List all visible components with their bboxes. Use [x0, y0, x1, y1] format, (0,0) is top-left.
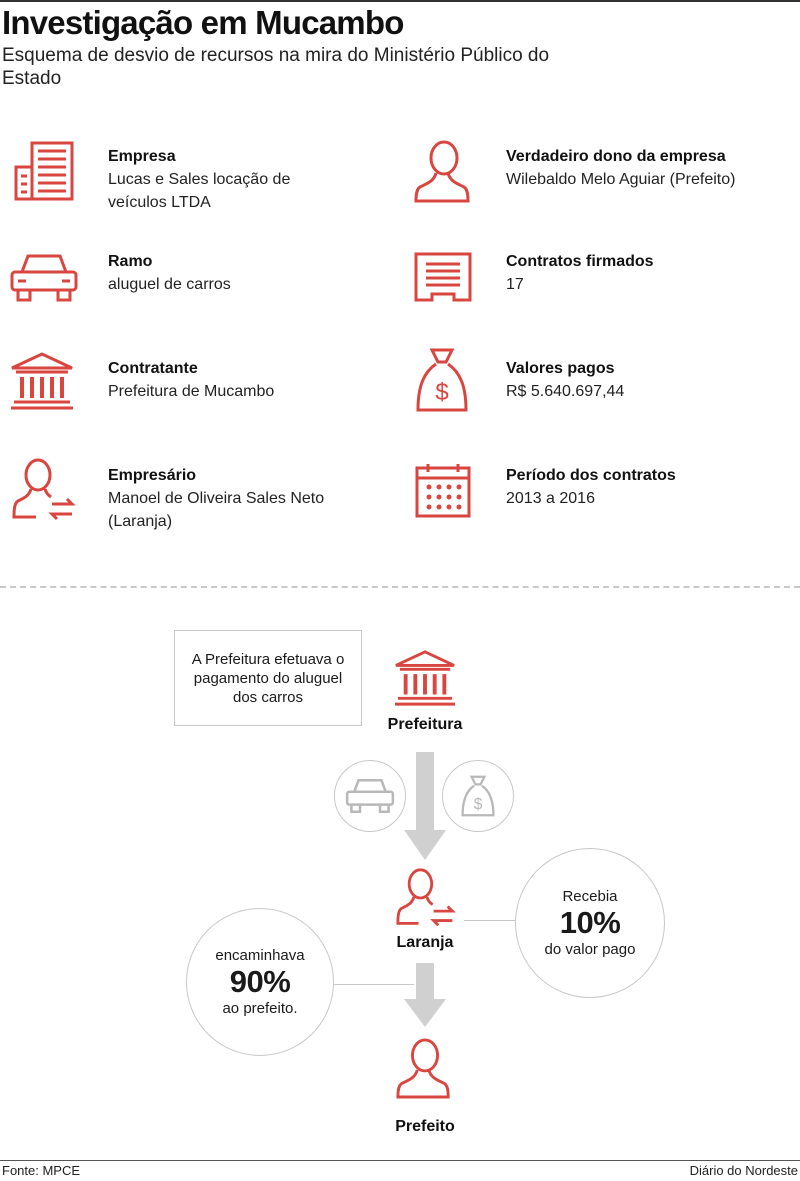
car-icon: [343, 776, 397, 816]
fact-value: 2013 a 2016: [506, 490, 595, 507]
money-circle: [442, 760, 514, 832]
contract-icon: [412, 250, 474, 304]
fact-label: Contratos firmados: [506, 253, 654, 270]
forward-text-bottom: ao prefeito.: [222, 1000, 298, 1017]
person-exchange-icon: [12, 456, 78, 524]
fact-value: Lucas e Sales locação de veículos LTDA: [108, 171, 291, 211]
person-icon: [414, 138, 474, 204]
forward-circle: [186, 908, 334, 1056]
fact-ramo: [108, 250, 348, 296]
fact-value: Manoel de Oliveira Sales Neto (Laranja): [108, 490, 325, 530]
source-credit: Fonte: MPCE: [2, 1163, 81, 1178]
fact-label: Contratante: [108, 360, 198, 377]
person-exchange-icon: [396, 866, 458, 930]
svg-text:$: $: [473, 795, 483, 813]
svg-text:$: $: [435, 379, 449, 406]
fact-contratos: [506, 250, 796, 296]
fact-label: Ramo: [108, 253, 153, 270]
fact-label: Valores pagos: [506, 360, 615, 377]
bottom-rule: [0, 1160, 800, 1161]
connector-left: [330, 984, 414, 985]
node-laranja-label: Laranja: [396, 934, 454, 951]
section-divider: [0, 586, 800, 588]
building-icon: [12, 140, 76, 204]
person-icon: [396, 1036, 454, 1100]
arrow-down-icon: [404, 752, 446, 860]
forward-percent: 90%: [229, 964, 291, 999]
forward-text-top: encaminhava: [215, 947, 305, 964]
connector-right: [464, 920, 520, 921]
fact-value: Prefeitura de Mucambo: [108, 383, 275, 400]
fact-label: Período dos contratos: [506, 467, 676, 484]
payment-callout: A Prefeitura efetuava o pagamento do aluguel dos carros: [174, 630, 362, 726]
money-bag-icon: [460, 774, 496, 818]
fact-periodo: [506, 464, 796, 510]
receive-text-bottom: do valor pago: [544, 941, 636, 958]
receive-percent: 10%: [559, 905, 621, 940]
receive-circle: [515, 848, 665, 998]
fact-valores: [506, 357, 796, 403]
node-prefeito-label: Prefeito: [395, 1118, 455, 1135]
calendar-icon: [414, 462, 472, 520]
fact-empresa: [108, 145, 348, 214]
fact-label: Verdadeiro dono da empresa: [506, 148, 726, 165]
money-bag-icon: [414, 346, 470, 414]
page-subtitle: Esquema de desvio de recursos na mira do Ministério Público do Estado: [2, 45, 550, 89]
receive-text-top: Recebia: [562, 888, 618, 905]
fact-value: R$ 5.640.697,44: [506, 383, 625, 400]
fact-value: Wilebaldo Melo Aguiar (Prefeito): [506, 171, 736, 188]
page-title: Investigação em Mucambo: [2, 4, 404, 41]
fact-contratante: [108, 357, 368, 403]
node-prefeitura-label: Prefeitura: [387, 716, 463, 733]
fact-dono: [506, 145, 796, 191]
top-rule: [0, 0, 800, 2]
car-circle: [334, 760, 406, 832]
fact-label: Empresa: [108, 148, 176, 165]
fact-empresario: [108, 464, 368, 533]
publisher-credit: Diário do Nordeste: [689, 1163, 798, 1178]
car-icon: [8, 250, 80, 306]
fact-value: aluguel de carros: [108, 276, 231, 293]
fact-label: Empresário: [108, 467, 197, 484]
arrow-down-icon: [404, 963, 446, 1027]
institution-icon: [8, 350, 76, 412]
fact-value: 17: [506, 276, 524, 293]
institution-icon: [392, 648, 458, 708]
